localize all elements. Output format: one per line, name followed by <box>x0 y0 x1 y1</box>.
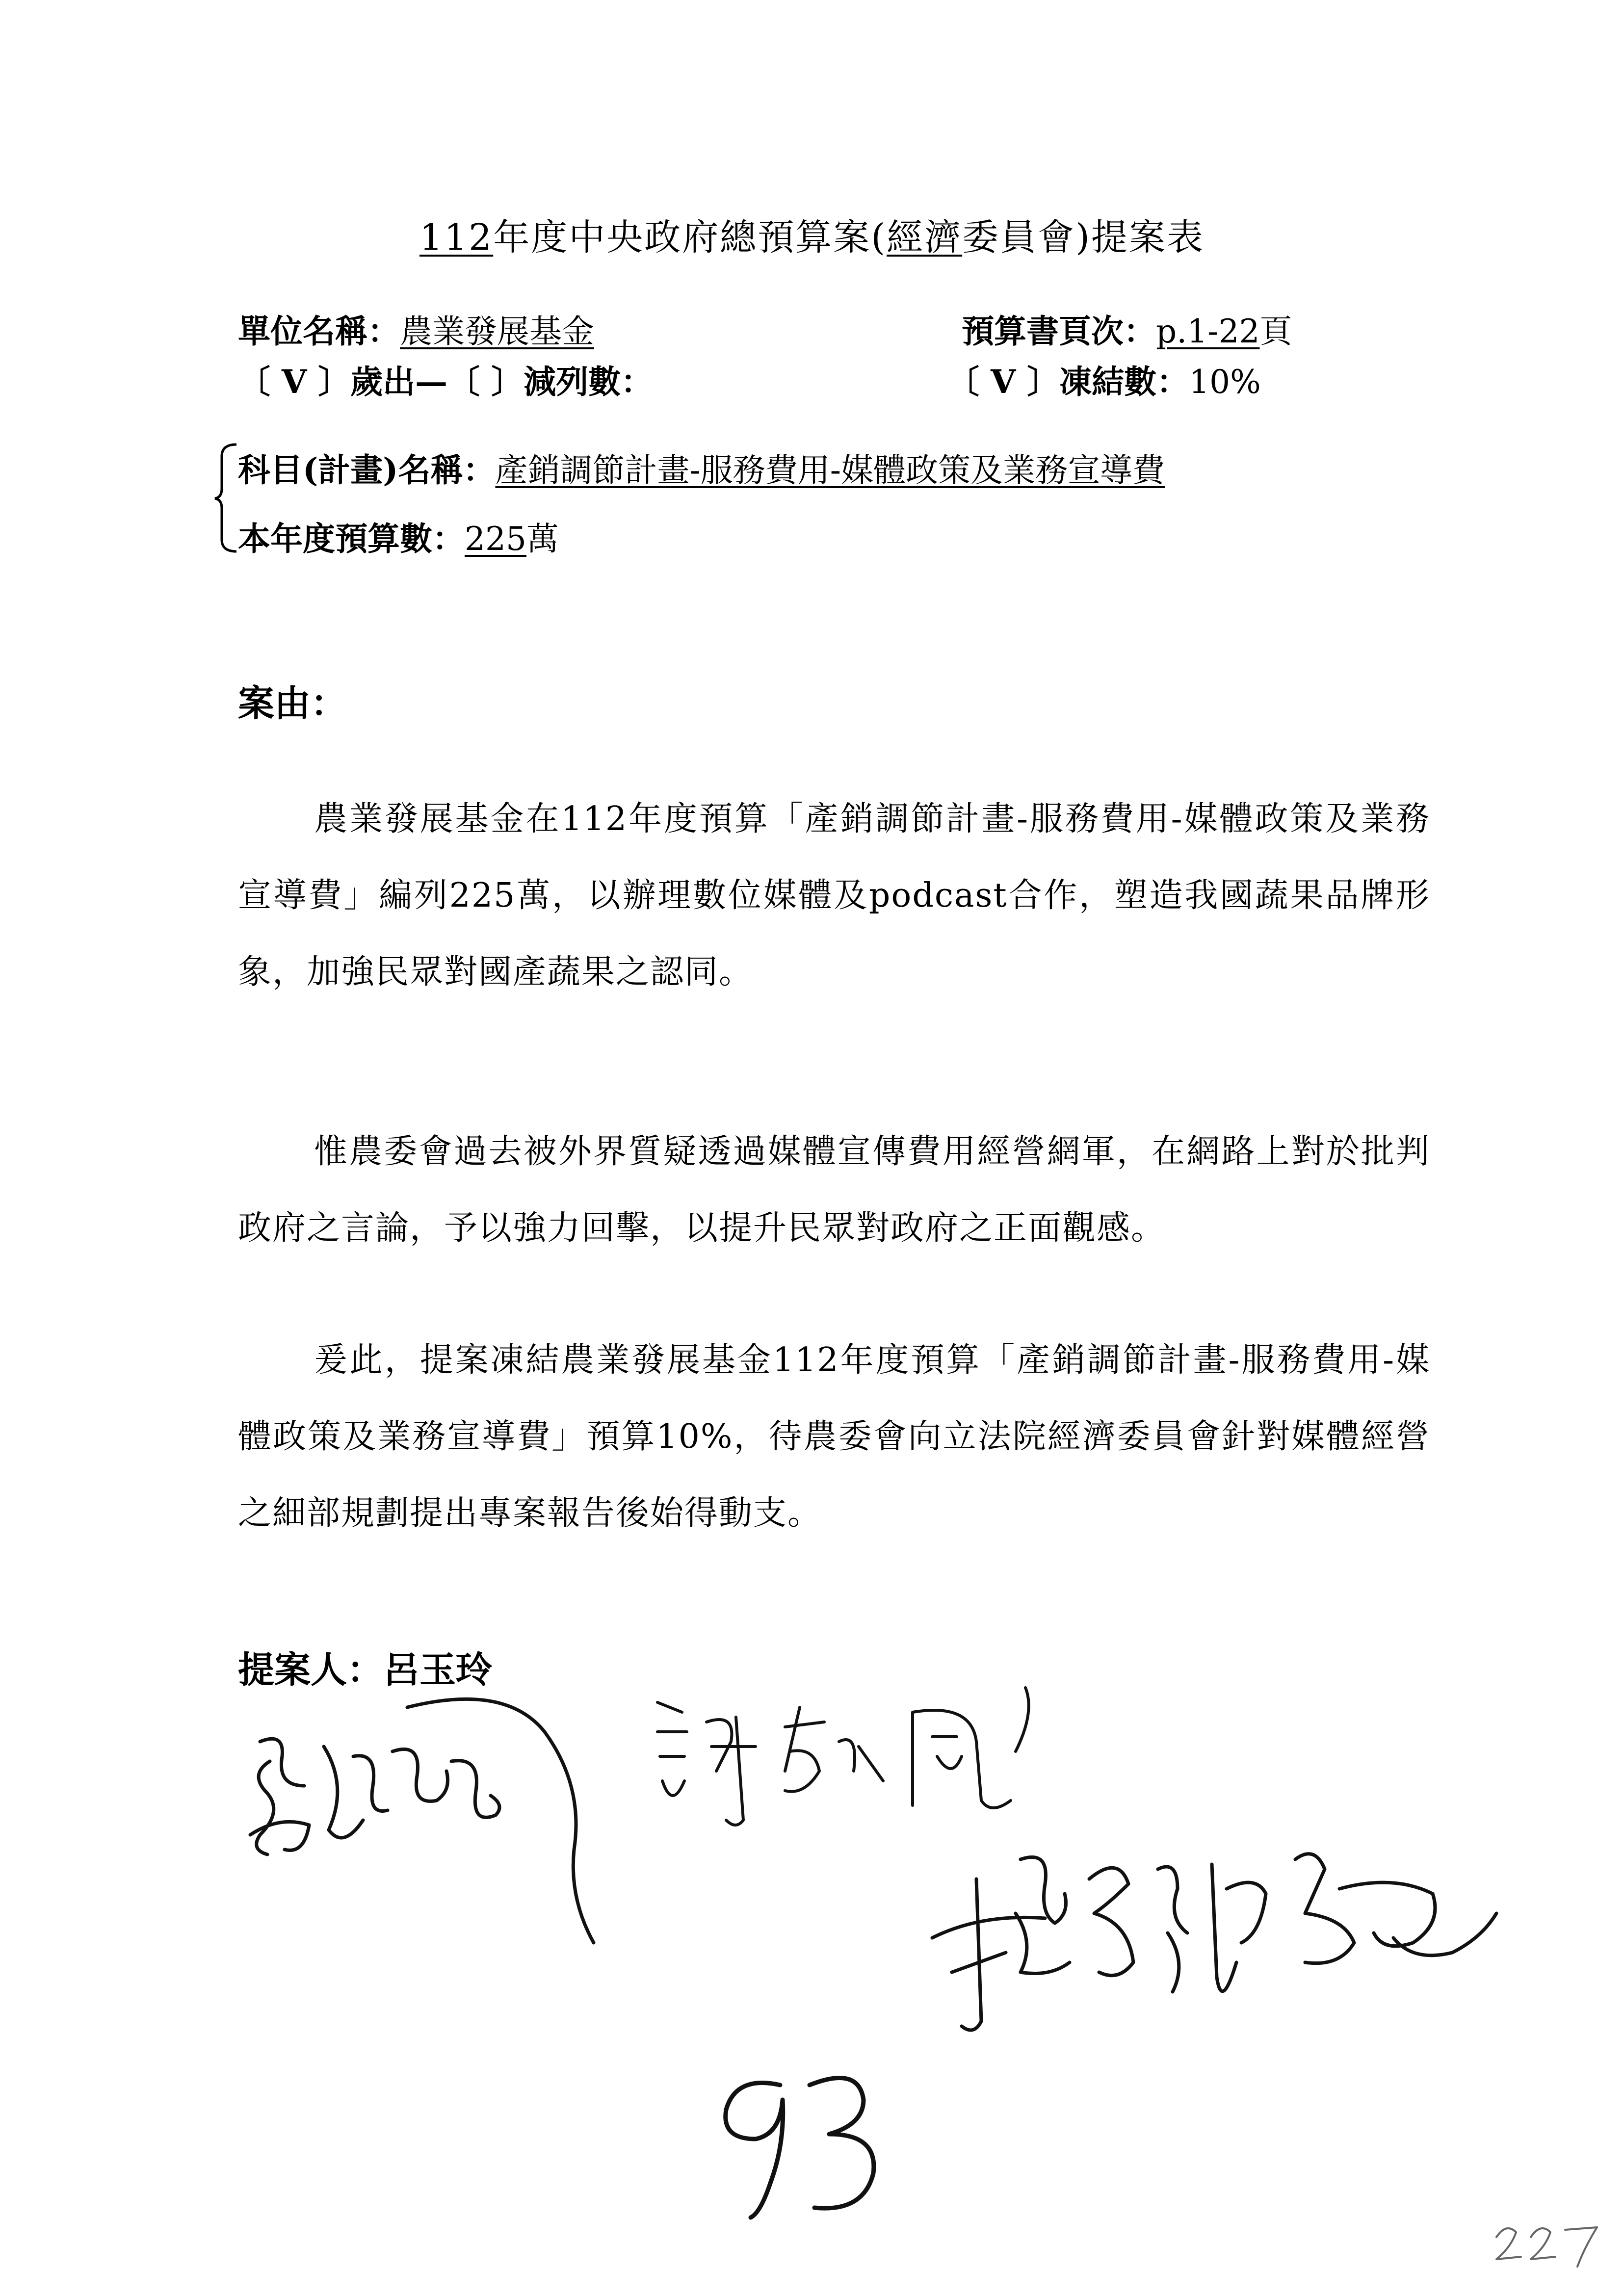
subject-label: 科目(計畫)名稱： <box>238 451 496 489</box>
signature-3 <box>922 1815 1511 2061</box>
subject-row <box>238 444 1165 491</box>
budget-label: 本年度預算數： <box>238 520 465 558</box>
budget-page-row <box>962 305 1292 352</box>
reason-heading: 案由： <box>238 682 347 725</box>
page-value: p.1-22 <box>1156 313 1260 350</box>
budget-row <box>238 513 559 559</box>
budget-value: 225 <box>465 520 526 558</box>
page-mark <box>1492 2213 1604 2271</box>
unit-label: 單位名稱： <box>238 312 400 350</box>
page-label: 預算書頁次： <box>962 312 1156 350</box>
paragraph-2: 惟農委會過去被外界質疑透過媒體宣傳費用經營網軍，在網路上對於批判政府之言論，予以強力回擊，以提升民眾對政府之正面觀感。 <box>238 1132 1430 1248</box>
handwritten-number <box>697 2056 903 2232</box>
proposer-line: 提案人：呂玉玲 <box>238 1649 492 1691</box>
unit-name-row <box>238 305 594 352</box>
budget-unit: 萬 <box>526 520 559 558</box>
title-mid: 年度中央政府總預算案( <box>493 216 887 259</box>
title-year: 112 <box>419 216 494 259</box>
subject-brace <box>211 442 240 554</box>
title-end: 委員會)提案表 <box>962 216 1205 259</box>
unit-value: 農業發展基金 <box>400 313 594 350</box>
document-title <box>0 209 1624 261</box>
freeze-value: 10% <box>1189 363 1261 401</box>
title-committee: 經濟 <box>887 216 963 259</box>
signature-1 <box>231 1688 613 1962</box>
paragraph-1: 農業發展基金在112年度預算「產銷調節計畫-服務費用-媒體政策及業務宣導費」編列225萬，以辦理數位媒體及podcast合作，塑造我國蔬果品牌形象，加強民眾對國產蔬果之認同。 <box>238 800 1430 991</box>
expense-row: 〔 V 〕歲出—〔 〕減列數： <box>238 363 654 401</box>
paragraph-3: 爰此，提案凍結農業發展基金112年度預算「產銷調節計畫-服務費用-媒體政策及業務宣導費」預算10%，待農委會向立法院經濟委員會針對媒體經營之細部規劃提出專案報告後始得動支。 <box>238 1341 1430 1533</box>
subject-value: 產銷調節計畫-服務費用-媒體政策及業務宣導費 <box>495 451 1165 489</box>
page-suffix: 頁 <box>1259 313 1292 350</box>
freeze-label: 〔 V 〕凍結數： <box>947 363 1189 401</box>
freeze-row <box>947 356 1261 402</box>
